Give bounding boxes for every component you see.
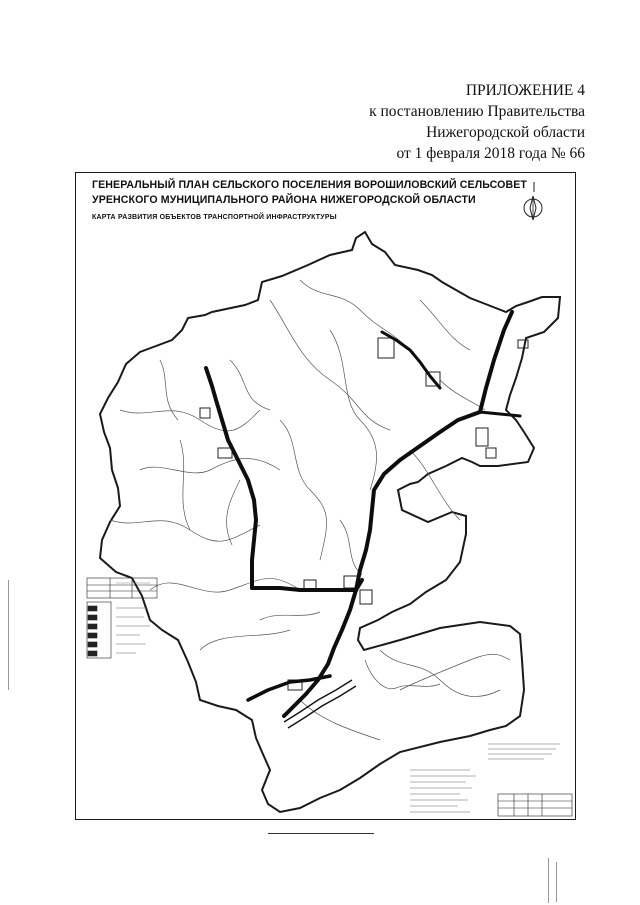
scan-edge-mark (556, 862, 557, 902)
road-ne-spur (480, 412, 520, 416)
map-legend-right (410, 744, 560, 812)
scan-edge-mark (548, 858, 549, 903)
title-stamp (498, 794, 572, 816)
road-south (284, 590, 356, 716)
road-north-east (480, 312, 512, 412)
terrain-lines (110, 280, 510, 740)
road-center-west (252, 580, 362, 590)
road-north-south (206, 368, 256, 588)
road-diagonal (356, 412, 480, 590)
map-legend-left (87, 578, 157, 658)
map-title-line1: ГЕНЕРАЛЬНЫЙ ПЛАН СЕЛЬСКОГО ПОСЕЛЕНИЯ ВОРОШИЛОВСКИЙ СЕЛЬСОВЕТ (92, 179, 527, 191)
appendix-resolution: к постановлению Правительства (369, 103, 585, 120)
appendix-date: от 1 февраля 2018 года № 66 (396, 145, 585, 162)
appendix-region: Нижегородской области (426, 124, 585, 141)
scan-edge-mark (8, 580, 9, 690)
road-north-settlement (382, 332, 440, 388)
map-title-line2: УРЕНСКОГО МУНИЦИПАЛЬНОГО РАЙОНА НИЖЕГОРОДСКОЙ ОБЛАСТИ (92, 194, 476, 206)
bottom-rule (268, 833, 374, 834)
main-roads (206, 312, 520, 716)
settlement-blocks (200, 338, 528, 690)
appendix-number: ПРИЛОЖЕНИЕ 4 (465, 82, 585, 99)
map-subtitle: КАРТА РАЗВИТИЯ ОБЪЕКТОВ ТРАНСПОРТНОЙ ИНФРАСТРУКТУРЫ (92, 214, 337, 221)
settlement-boundary (100, 232, 560, 812)
